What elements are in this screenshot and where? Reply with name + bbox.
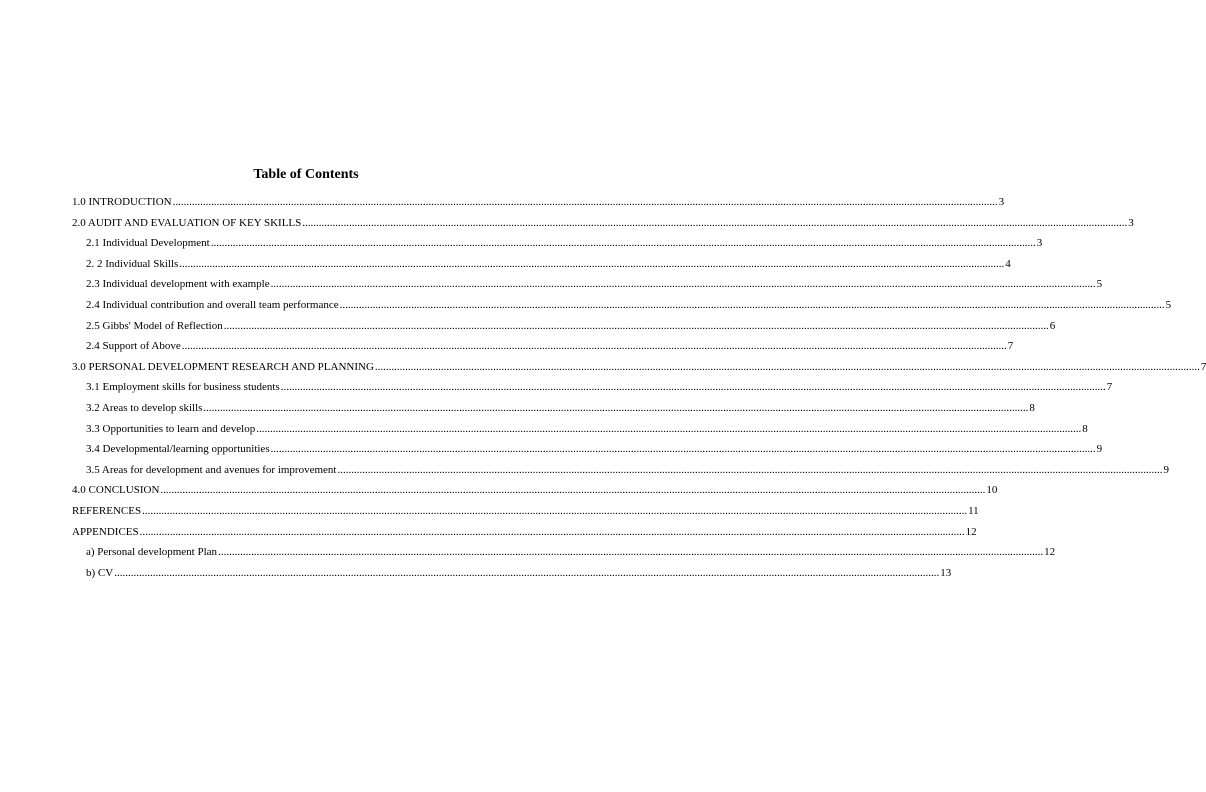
toc-entry-label: 2.3 Individual development with example	[86, 278, 270, 291]
toc-entry-label: 2.4 Support of Above	[86, 340, 181, 353]
toc-entry[interactable]	[72, 525, 977, 546]
toc-entry[interactable]	[72, 277, 1103, 298]
toc-dot-leader: ............................................................................................................................................................................................................................................................................................................	[337, 463, 1163, 476]
toc-dot-leader: ............................................................................................................................................................................................................................................................................................................	[223, 319, 1049, 332]
toc-entry-label: 3.4 Developmental/learning opportunities	[86, 443, 270, 456]
toc-entry-label: 2.5 Gibbs' Model of Reflection	[86, 319, 223, 332]
toc-entry-label: 1.0 INTRODUCTION	[72, 196, 172, 208]
toc-entry[interactable]	[72, 380, 1113, 401]
toc-entry-page: 11	[968, 504, 979, 517]
toc-dot-leader: ............................................................................................................................................................................................................................................................................................................	[280, 381, 1106, 394]
toc-entry-page: 7	[1200, 360, 1206, 373]
toc-entry-page: 7	[1007, 340, 1014, 353]
toc-dot-leader: ............................................................................................................................................................................................................................................................................................................	[374, 360, 1200, 373]
toc-title: Table of Contents	[253, 167, 359, 182]
toc-entry-page: 9	[1163, 463, 1169, 476]
toc-entry[interactable]	[72, 463, 1169, 484]
toc-entry-page: 8	[1029, 401, 1035, 414]
toc-entry-page: 4	[1005, 257, 1011, 270]
toc-dot-leader: ............................................................................................................................................................................................................................................................................................................	[210, 237, 1036, 250]
toc-entry[interactable]	[72, 319, 1056, 340]
toc-entry[interactable]	[72, 298, 1172, 319]
toc-entry[interactable]	[72, 360, 1206, 381]
toc-entry-label: 3.2 Areas to develop skills	[86, 401, 203, 414]
toc-entry-page: 10	[986, 484, 998, 497]
toc-entry[interactable]	[72, 257, 1011, 278]
toc-dot-leader: ............................................................................................................................................................................................................................................................................................................	[302, 216, 1128, 229]
toc-entry-label: 3.3 Opportunities to learn and develop	[86, 422, 256, 435]
toc-entry-page: 7	[1106, 381, 1113, 394]
toc-dot-leader: ............................................................................................................................................................................................................................................................................................................	[218, 546, 1044, 559]
toc-entry-page: 9	[1096, 443, 1103, 456]
toc-entry-page: 3	[1036, 237, 1043, 250]
toc-dot-leader: ............................................................................................................................................................................................................................................................................................................	[203, 401, 1029, 414]
toc-list	[72, 195, 1206, 586]
toc-entry-page: 3	[1128, 216, 1134, 229]
toc-entry-label: 2. 2 Individual Skills	[86, 257, 179, 270]
toc-entry-page: 3	[998, 196, 1005, 208]
toc-entry-page: 5	[1165, 298, 1172, 311]
toc-entry-label: REFERENCES	[72, 504, 142, 517]
toc-entry[interactable]	[72, 339, 1014, 360]
toc-entry-page: 12	[1044, 546, 1056, 559]
toc-entry-page: 8	[1082, 422, 1088, 435]
toc-entry-label: 3.0 PERSONAL DEVELOPMENT RESEARCH AND PLANNING	[72, 360, 374, 373]
toc-entry-page: 5	[1096, 278, 1103, 291]
toc-entry-label: 4.0 CONCLUSION	[72, 484, 160, 497]
toc-dot-leader: ............................................................................................................................................................................................................................................................................................................	[142, 504, 968, 517]
toc-dot-leader: ............................................................................................................................................................................................................................................................................................................	[172, 196, 998, 208]
toc-dot-leader: ............................................................................................................................................................................................................................................................................................................	[160, 484, 986, 497]
toc-entry[interactable]	[72, 422, 1088, 443]
toc-entry[interactable]	[72, 195, 1005, 216]
toc-entry[interactable]	[72, 566, 952, 587]
toc-dot-leader: ............................................................................................................................................................................................................................................................................................................	[270, 278, 1096, 291]
toc-dot-leader: ............................................................................................................................................................................................................................................................................................................	[179, 257, 1005, 270]
toc-entry[interactable]	[72, 236, 1043, 257]
toc-entry-label: a) Personal development Plan	[86, 546, 218, 559]
toc-entry[interactable]	[72, 483, 998, 504]
toc-dot-leader: ............................................................................................................................................................................................................................................................................................................	[139, 525, 965, 538]
toc-entry[interactable]	[72, 401, 1035, 422]
toc-entry-label: 2.1 Individual Development	[86, 237, 210, 250]
toc-entry[interactable]	[72, 442, 1103, 463]
toc-entry[interactable]	[72, 216, 1134, 237]
toc-entry[interactable]	[72, 545, 1056, 566]
toc-entry-label: 2.4 Individual contribution and overall team performance	[86, 298, 339, 311]
toc-dot-leader: ............................................................................................................................................................................................................................................................................................................	[114, 566, 940, 579]
toc-entry[interactable]	[72, 504, 979, 525]
toc-entry-label: 2.0 AUDIT AND EVALUATION OF KEY SKILLS	[72, 216, 302, 229]
toc-entry-label: 3.5 Areas for development and avenues for improvement	[86, 463, 337, 476]
toc-dot-leader: ............................................................................................................................................................................................................................................................................................................	[339, 298, 1165, 311]
toc-dot-leader: ............................................................................................................................................................................................................................................................................................................	[181, 340, 1007, 353]
toc-dot-leader: ............................................................................................................................................................................................................................................................................................................	[256, 422, 1082, 435]
toc-entry-label: 3.1 Employment skills for business students	[86, 381, 280, 394]
toc-entry-page: 12	[965, 525, 977, 538]
toc-entry-label: b) CV	[86, 566, 114, 579]
toc-entry-page: 6	[1049, 319, 1056, 332]
toc-dot-leader: ............................................................................................................................................................................................................................................................................................................	[270, 443, 1096, 456]
toc-entry-page: 13	[940, 566, 952, 579]
toc-entry-label: APPENDICES	[72, 525, 139, 538]
